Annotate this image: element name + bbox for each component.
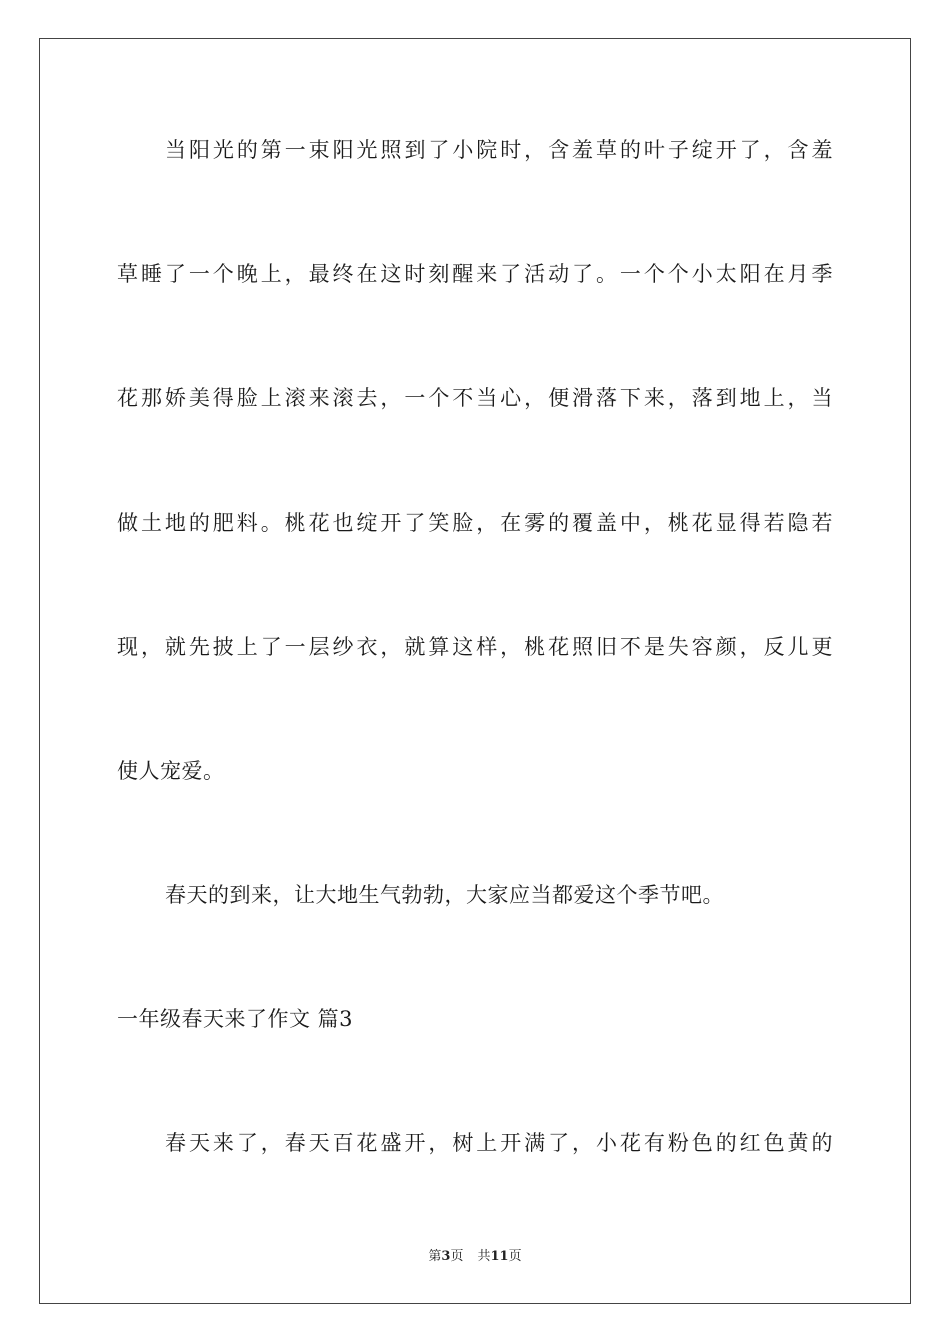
footer-page-prefix: 第 — [428, 1249, 442, 1264]
paragraph-2: 春天的到来，让大地生气勃勃，大家应当都爱这个季节吧。 — [165, 883, 724, 907]
section-heading: 一年级春天来了作文 篇3 — [117, 1007, 354, 1031]
footer-total-prefix: 共 — [477, 1249, 491, 1264]
paragraph-1-line-4: 做土地的肥料。桃花也绽开了笑脸，在雾的覆盖中，桃花显得若隐若 — [117, 511, 833, 535]
footer-page-total: 11 — [490, 1249, 509, 1264]
footer-page-current: 3 — [441, 1249, 451, 1264]
footer-total-unit: 页 — [508, 1249, 522, 1264]
paragraph-1-line-3: 花那娇美得脸上滚来滚去，一个不当心，便滑落下来，落到地上，当 — [117, 386, 833, 410]
paragraph-3-line-1: 春天来了，春天百花盛开，树上开满了，小花有粉色的红色黄的 — [165, 1131, 833, 1155]
page-frame — [39, 38, 911, 1304]
paragraph-1-line-1: 当阳光的第一束阳光照到了小院时，含羞草的叶子绽开了，含羞 — [165, 138, 833, 162]
paragraph-1-line-2: 草睡了一个晚上，最终在这时刻醒来了活动了。一个个小太阳在月季 — [117, 262, 833, 286]
page-footer — [0, 1248, 950, 1266]
paragraph-1-line-6: 使人宠爱。 — [117, 759, 225, 783]
footer-page-unit: 页 — [450, 1249, 464, 1264]
paragraph-1-line-5: 现，就先披上了一层纱衣，就算这样，桃花照旧不是失容颜，反儿更 — [117, 635, 833, 659]
